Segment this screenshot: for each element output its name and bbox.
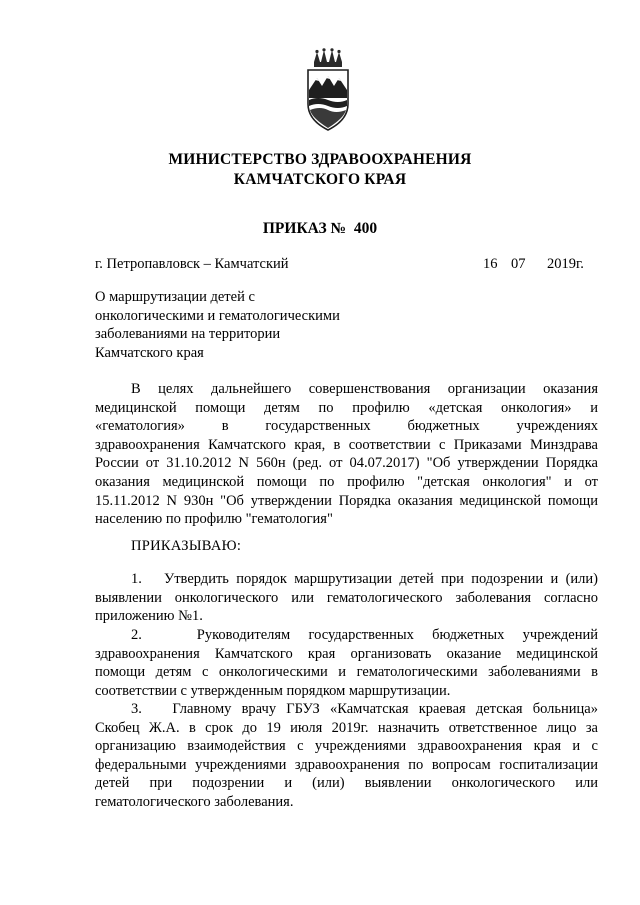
paragraph-line: В целях дальнейшего совершенствования организации оказания bbox=[131, 381, 598, 397]
order-subject bbox=[95, 288, 340, 362]
order-item-3 bbox=[95, 700, 598, 812]
paragraph-line: организацию взаимодействия с учреждениями здравоохранения края и с bbox=[95, 738, 598, 755]
paragraph-line: 2. Руководителям государственных бюджетных учреждений bbox=[131, 627, 598, 643]
paragraph-line: здравоохранения Камчатского края, в соответствии с Приказами Минздрава bbox=[95, 436, 598, 453]
order-item-1 bbox=[95, 570, 598, 626]
order-item-2 bbox=[95, 626, 598, 700]
paragraph-line: соответствии с утвержденным порядком маршрутизации. bbox=[95, 682, 451, 699]
paragraph-line: приложению №1. bbox=[95, 608, 203, 625]
paragraph-line: федеральными учреждениями здравоохранения по вопросам госпитализации bbox=[95, 756, 598, 773]
ministry-name-line2: КАМЧАТСКОГО КРАЯ bbox=[233, 171, 407, 188]
preamble-paragraph bbox=[95, 380, 598, 529]
order-date-year: 2019г. bbox=[547, 256, 584, 272]
subject-line: заболеваниями на территории bbox=[95, 326, 281, 343]
paragraph-line: оказания медицинской помощи по профилю "детская онкология" и от bbox=[95, 473, 598, 490]
paragraph-line: выявлении онкологического или гематологического заболевания согласно bbox=[95, 589, 598, 606]
order-date bbox=[483, 256, 584, 273]
subject-line: Камчатского края bbox=[95, 344, 204, 361]
paragraph-line: помощи детям с онкологическими и гематологическими заболеваниями в bbox=[95, 664, 598, 681]
subject-line: онкологическими и гематологическими bbox=[95, 307, 340, 324]
paragraph-line: Скобец Ж.А. в срок до 19 июля 2019г. назначить ответственное лицо за bbox=[95, 719, 598, 736]
order-city: г. Петропавловск – Камчатский bbox=[95, 256, 289, 272]
paragraph-line: детей при подозрении и (или) выявлении онкологического или bbox=[95, 775, 598, 792]
paragraph-line: гематологического заболевания. bbox=[95, 793, 294, 810]
paragraph-line: населению по профилю "гематология" bbox=[95, 511, 333, 528]
order-title: ПРИКАЗ № 400 bbox=[262, 220, 378, 237]
paragraph-line: 1. Утвердить порядок маршрутизации детей при подозрении и (или) bbox=[131, 571, 598, 587]
order-directive-word: ПРИКАЗЫВАЮ: bbox=[131, 538, 242, 554]
paragraph-line: 3. Главному врачу ГБУЗ «Камчатская краевая детская больница» bbox=[131, 701, 598, 717]
order-date-month: 07 bbox=[511, 256, 526, 272]
ministry-name-line1: МИНИСТЕРСТВО ЗДРАВООХРАНЕНИЯ bbox=[168, 151, 472, 168]
paragraph-line: медицинской помощи детям по профилю «детская онкология» и bbox=[95, 399, 598, 416]
paragraph-line: здравоохранения Камчатского края организовать оказание медицинской bbox=[95, 645, 598, 662]
kamchatka-coat-of-arms-icon bbox=[300, 48, 356, 132]
paragraph-line: России от 31.10.2012 N 560н (ред. от 04.07.2017) "Об утверждении Порядка bbox=[95, 455, 598, 472]
order-date-day: 16 bbox=[483, 256, 498, 272]
paragraph-line: «гематология» в государственных бюджетных учреждениях bbox=[95, 418, 598, 435]
paragraph-line: 15.11.2012 N 930н "Об утверждении Порядка оказания медицинской помощи bbox=[95, 492, 598, 509]
subject-line: О маршрутизации детей с bbox=[95, 289, 255, 305]
